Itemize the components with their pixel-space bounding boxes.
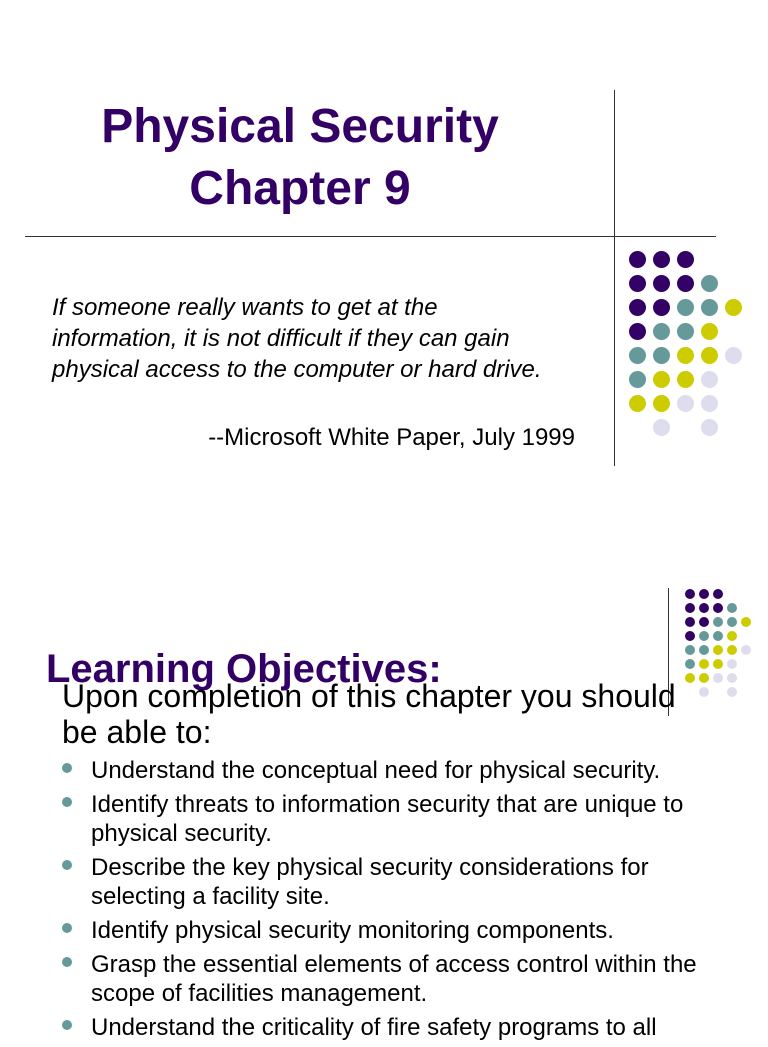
objectives-title: Learning Objectives: bbox=[46, 647, 442, 691]
decorative-dot bbox=[677, 347, 694, 364]
objective-text: Describe the key physical security considerations for selecting a facility site. bbox=[91, 854, 649, 910]
bullet-icon bbox=[62, 923, 72, 933]
slide-title bbox=[0, 0, 768, 512]
vertical-divider bbox=[614, 90, 615, 466]
objective-text: Understand the criticality of fire safety programs to all bbox=[91, 1014, 657, 1041]
decorative-dot bbox=[629, 371, 646, 388]
decorative-dot bbox=[629, 275, 646, 292]
slide-learning-objectives bbox=[0, 512, 768, 1041]
decorative-dot bbox=[727, 645, 737, 655]
objective-item bbox=[62, 790, 702, 848]
decorative-dot bbox=[701, 347, 718, 364]
decorative-dot bbox=[653, 371, 670, 388]
decorative-dot bbox=[699, 589, 709, 599]
objective-text: Identify threats to information security that are unique to physical security. bbox=[91, 791, 684, 847]
decorative-dot bbox=[629, 251, 646, 268]
decorative-dot bbox=[685, 659, 695, 669]
slide-title-heading bbox=[100, 96, 500, 220]
decorative-dot bbox=[699, 631, 709, 641]
decorative-dot bbox=[653, 251, 670, 268]
decorative-dot bbox=[727, 673, 737, 683]
decorative-dot bbox=[685, 589, 695, 599]
decorative-dot bbox=[677, 371, 694, 388]
objectives-intro: Upon completion of this chapter you should be able to: bbox=[62, 678, 676, 750]
decorative-dot bbox=[727, 617, 737, 627]
decorative-dot bbox=[629, 395, 646, 412]
decorative-dot bbox=[727, 687, 737, 697]
decorative-dot bbox=[685, 617, 695, 627]
objective-item bbox=[62, 1013, 702, 1042]
decorative-dot bbox=[701, 299, 718, 316]
decorative-dot bbox=[741, 617, 751, 627]
objective-item bbox=[62, 950, 702, 1008]
decorative-dot bbox=[701, 371, 718, 388]
decorative-dot bbox=[653, 395, 670, 412]
decorative-dot bbox=[713, 589, 723, 599]
quote-text: If someone really wants to get at the information, it is not difficult if they can gain physical access to the computer or hard drive. bbox=[52, 294, 542, 383]
decorative-dot bbox=[713, 603, 723, 613]
decorative-dot bbox=[699, 603, 709, 613]
decorative-dot bbox=[629, 323, 646, 340]
decorative-dot bbox=[685, 645, 695, 655]
objective-item bbox=[62, 756, 702, 785]
bullet-icon bbox=[62, 957, 72, 967]
decorative-dot bbox=[685, 631, 695, 641]
decorative-dot bbox=[653, 347, 670, 364]
decorative-dot bbox=[713, 673, 723, 683]
decorative-dot bbox=[725, 347, 742, 364]
decorative-dot bbox=[629, 347, 646, 364]
decorative-dot bbox=[685, 603, 695, 613]
quote-attribution: --Microsoft White Paper, July 1999 bbox=[208, 424, 575, 451]
decorative-dot bbox=[713, 631, 723, 641]
decorative-dot bbox=[701, 323, 718, 340]
decorative-dot bbox=[727, 603, 737, 613]
decorative-dot bbox=[677, 299, 694, 316]
bullet-icon bbox=[62, 860, 72, 870]
bullet-icon bbox=[62, 1020, 72, 1030]
decorative-dot bbox=[653, 419, 670, 436]
decorative-dot bbox=[713, 617, 723, 627]
decorative-dot bbox=[653, 275, 670, 292]
decorative-dot bbox=[699, 659, 709, 669]
decorative-dot bbox=[653, 299, 670, 316]
objective-text: Identify physical security monitoring components. bbox=[91, 917, 614, 944]
decorative-dot bbox=[741, 645, 751, 655]
decorative-dot bbox=[713, 659, 723, 669]
decorative-dot bbox=[701, 275, 718, 292]
objective-item bbox=[62, 916, 702, 945]
objective-text: Grasp the essential elements of access control within the scope of facilities management. bbox=[91, 951, 697, 1007]
decorative-dot bbox=[699, 645, 709, 655]
decorative-dot bbox=[677, 323, 694, 340]
decorative-dot bbox=[677, 251, 694, 268]
decorative-dot bbox=[701, 395, 718, 412]
decorative-dot bbox=[727, 659, 737, 669]
decorative-dot bbox=[699, 617, 709, 627]
objective-text: Understand the conceptual need for physical security. bbox=[91, 757, 661, 784]
decorative-dot bbox=[653, 323, 670, 340]
bullet-icon bbox=[62, 797, 72, 807]
decorative-dot bbox=[677, 275, 694, 292]
decorative-dot bbox=[677, 395, 694, 412]
decorative-dot bbox=[727, 631, 737, 641]
bullet-icon bbox=[62, 763, 72, 773]
title-line-2: Chapter 9 bbox=[189, 162, 411, 215]
objectives-list bbox=[62, 756, 702, 1047]
horizontal-divider bbox=[25, 236, 716, 237]
decorative-dot bbox=[713, 645, 723, 655]
objective-item bbox=[62, 853, 702, 911]
decorative-dot bbox=[725, 299, 742, 316]
decorative-dot bbox=[629, 299, 646, 316]
title-line-1: Physical Security bbox=[101, 100, 499, 153]
decorative-dot bbox=[701, 419, 718, 436]
